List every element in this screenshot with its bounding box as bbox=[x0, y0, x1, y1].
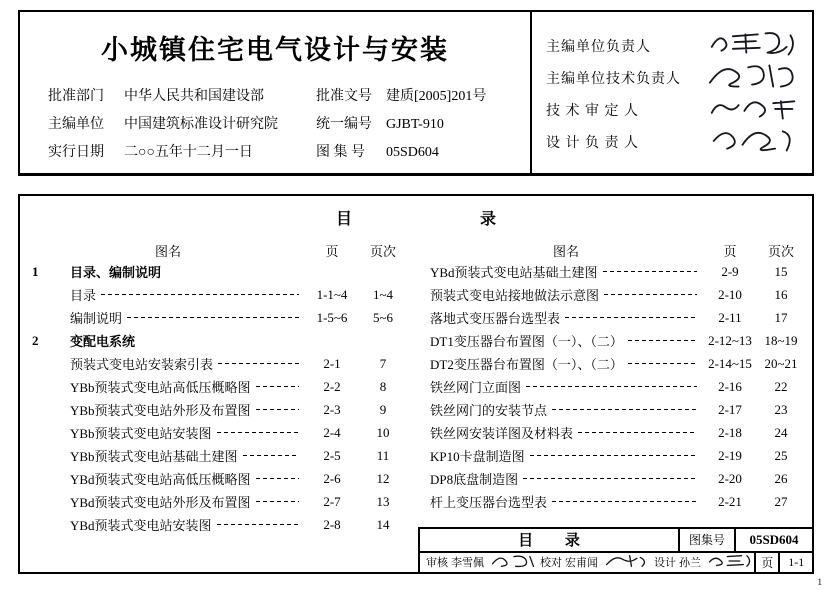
toc-item-page: 2-2 bbox=[323, 378, 341, 394]
dash-leader bbox=[243, 455, 299, 456]
dash-leader bbox=[217, 432, 299, 433]
tech-reviewer-signature-icon bbox=[706, 93, 802, 128]
toc-item-page: 2-20 bbox=[718, 470, 742, 486]
toc-item-name: 目录 bbox=[70, 288, 97, 303]
dash-leader bbox=[127, 317, 299, 318]
check-label: 校对 bbox=[540, 557, 562, 570]
toc-title bbox=[20, 206, 812, 229]
toc-item-page: 2-3 bbox=[323, 401, 341, 417]
dash-leader bbox=[526, 386, 697, 387]
toc-item-sheet: 25 bbox=[774, 447, 788, 463]
dash-leader bbox=[628, 340, 697, 341]
toc-title-char-2: 录 bbox=[480, 211, 497, 228]
dash-leader bbox=[256, 478, 299, 479]
toc-item-page: 2-12~13 bbox=[708, 332, 752, 348]
toc-item-name: DP8底盘制造图 bbox=[430, 472, 519, 487]
toc-item-page: 2-16 bbox=[718, 378, 742, 394]
check-signature-icon bbox=[603, 553, 651, 572]
header-left-panel bbox=[20, 12, 532, 173]
chief-editor-value: 中国建筑标准设计研究院 bbox=[124, 117, 278, 132]
dash-leader bbox=[256, 386, 299, 387]
review-signature-icon bbox=[489, 553, 537, 572]
document-meta bbox=[20, 83, 530, 167]
toc-item-sheet: 13 bbox=[376, 493, 390, 509]
toc-item-sheet: 5~6 bbox=[372, 309, 394, 325]
page-corner-number: 1 bbox=[817, 577, 822, 587]
toc-item bbox=[32, 375, 406, 398]
dash-leader bbox=[578, 432, 697, 433]
toc-item bbox=[430, 260, 804, 283]
toc-item-sheet: 15 bbox=[774, 263, 788, 279]
atlas-no-cell-value: 05SD604 bbox=[734, 529, 812, 551]
toc-item-sheet: 24 bbox=[774, 424, 788, 440]
tech-responsible-label: 主编单位技术负责人 bbox=[546, 72, 681, 87]
toc-item bbox=[430, 467, 804, 490]
dash-leader bbox=[530, 455, 697, 456]
atlas-no-cell-label: 图集号 bbox=[678, 529, 734, 551]
approval-dept-value: 中华人民共和国建设部 bbox=[124, 89, 264, 104]
toc-item-name: YBb预装式变电站安装图 bbox=[70, 426, 212, 441]
design-label: 设计 bbox=[654, 557, 676, 570]
toc-item-name: YBb预装式变电站外形及布置图 bbox=[70, 403, 251, 418]
toc-item-page: 2-18 bbox=[718, 424, 742, 440]
toc-item-page: 2-5 bbox=[323, 447, 341, 463]
signatory-row-reviewer bbox=[532, 94, 812, 126]
toc-item-page: 2-19 bbox=[718, 447, 742, 463]
dash-leader bbox=[256, 501, 299, 502]
section-number: 1 bbox=[32, 263, 39, 279]
dash-leader bbox=[552, 409, 697, 410]
toc-item bbox=[430, 283, 804, 306]
toc-section bbox=[32, 329, 406, 352]
toc-item bbox=[430, 398, 804, 421]
toc-item bbox=[32, 513, 406, 536]
dash-leader bbox=[628, 363, 697, 364]
toc-item-page: 2-6 bbox=[323, 470, 341, 486]
toc-item-sheet: 27 bbox=[774, 493, 788, 509]
page-cell-value: 1-1 bbox=[778, 553, 812, 572]
toc-item-page: 2-8 bbox=[323, 516, 341, 532]
check-name: 宏甫闻 bbox=[565, 557, 598, 570]
toc-item bbox=[32, 490, 406, 513]
toc-item-sheet: 12 bbox=[376, 470, 390, 486]
toc-item-name: KP10卡盘制造图 bbox=[430, 449, 525, 464]
dash-leader bbox=[603, 271, 697, 272]
toc-right-header bbox=[430, 240, 804, 260]
review-label: 审核 bbox=[426, 557, 448, 570]
sheet-title: 目 录 bbox=[518, 533, 594, 550]
toc-item-name: 铁丝网门立面图 bbox=[430, 380, 522, 395]
toc-item-sheet: 1~4 bbox=[372, 286, 394, 302]
toc-left-header bbox=[32, 240, 406, 260]
toc-item-name: YBd预装式变电站基础土建图 bbox=[430, 265, 598, 280]
toc-item bbox=[430, 490, 804, 513]
column-header-page: 页 bbox=[723, 243, 737, 259]
toc-item bbox=[430, 329, 804, 352]
toc-column-left bbox=[32, 240, 406, 536]
toc-item-sheet: 11 bbox=[376, 447, 390, 463]
toc-item-sheet: 23 bbox=[774, 401, 788, 417]
toc-item-name: 铁丝网安装详图及材料表 bbox=[430, 426, 574, 441]
atlas-no-value: 05SD604 bbox=[386, 145, 439, 160]
toc-item-page: 2-4 bbox=[323, 424, 341, 440]
meta-row-editor bbox=[20, 111, 530, 139]
drawing-title-bar bbox=[418, 527, 814, 574]
dash-leader bbox=[256, 409, 299, 410]
toc-item-sheet: 10 bbox=[376, 424, 390, 440]
implement-date-label: 实行日期 bbox=[48, 145, 104, 160]
toc-item-name: DT2变压器台布置图（一）、（二） bbox=[430, 357, 623, 372]
toc-item-page: 1-5~6 bbox=[316, 309, 348, 325]
toc-item bbox=[32, 306, 406, 329]
signature-panel bbox=[532, 12, 812, 173]
toc-item-page: 2-21 bbox=[718, 493, 742, 509]
column-header-page: 页 bbox=[325, 243, 339, 259]
toc-item-page: 2-14~15 bbox=[708, 355, 752, 371]
unified-no-label: 统一编号 bbox=[316, 117, 372, 132]
toc-item-name: YBd预装式变电站高低压概略图 bbox=[70, 472, 251, 487]
toc-item-name: 预装式变电站安装索引表 bbox=[70, 357, 214, 372]
signatory-row-designer bbox=[532, 126, 812, 158]
meta-row-date bbox=[20, 139, 530, 167]
toc-item-page: 2-9 bbox=[721, 263, 739, 279]
signatory-row-tech-chief bbox=[532, 62, 812, 94]
toc-item bbox=[32, 398, 406, 421]
section-title: 目录、编制说明 bbox=[70, 265, 162, 280]
toc-item-sheet: 16 bbox=[774, 286, 788, 302]
meta-row-approval bbox=[20, 83, 530, 111]
toc-item bbox=[32, 283, 406, 306]
toc-item-sheet: 20~21 bbox=[764, 355, 798, 371]
dash-leader bbox=[565, 317, 697, 318]
design-signature-icon bbox=[706, 553, 754, 572]
unified-no-value: GJBT-910 bbox=[386, 117, 444, 132]
toc-title-char-1: 目 bbox=[335, 211, 352, 228]
dash-leader bbox=[523, 478, 697, 479]
tech-reviewer-label: 技 术 审 定 人 bbox=[546, 104, 639, 119]
design-responsible-signature-icon bbox=[706, 125, 802, 160]
column-header-name: 图名 bbox=[154, 243, 181, 259]
toc-item-name: 编制说明 bbox=[70, 311, 123, 326]
dash-leader bbox=[101, 294, 299, 295]
document-header-block bbox=[18, 10, 814, 176]
toc-item-name: YBd预装式变电站安装图 bbox=[70, 518, 212, 533]
dash-leader bbox=[604, 294, 697, 295]
section-number: 2 bbox=[32, 332, 39, 348]
toc-item-name: YBb预装式变电站基础土建图 bbox=[70, 449, 238, 464]
chief-responsible-label: 主编单位负责人 bbox=[546, 40, 651, 55]
toc-item bbox=[430, 352, 804, 375]
toc-item-page: 2-1 bbox=[323, 355, 341, 371]
implement-date-value: 二○○五年十二月一日 bbox=[124, 145, 253, 160]
toc-item bbox=[430, 375, 804, 398]
title-bar-bottom-row bbox=[420, 551, 812, 572]
toc-item-page: 2-7 bbox=[323, 493, 341, 509]
toc-item-name: YBd预装式变电站外形及布置图 bbox=[70, 495, 251, 510]
dash-leader bbox=[552, 501, 697, 502]
toc-item-page: 1-1~4 bbox=[316, 286, 348, 302]
atlas-no-label: 图 集 号 bbox=[316, 145, 365, 160]
approval-dept-label: 批准部门 bbox=[48, 89, 104, 104]
toc-item-page: 2-10 bbox=[718, 286, 742, 302]
toc-item-sheet: 18~19 bbox=[764, 332, 798, 348]
toc-section bbox=[32, 260, 406, 283]
toc-item bbox=[32, 352, 406, 375]
review-name: 李雪佩 bbox=[451, 557, 484, 570]
column-header-sheet: 页次 bbox=[369, 243, 396, 259]
toc-item bbox=[430, 306, 804, 329]
dash-leader bbox=[217, 524, 299, 525]
signatory-row-chief bbox=[532, 30, 812, 62]
toc-item-sheet: 14 bbox=[376, 516, 390, 532]
toc-item-page: 2-11 bbox=[718, 309, 742, 325]
column-header-sheet: 页次 bbox=[767, 243, 794, 259]
toc-item-sheet: 17 bbox=[774, 309, 788, 325]
toc-item-name: 落地式变压器台选型表 bbox=[430, 311, 561, 326]
toc-item-name: YBb预装式变电站高低压概略图 bbox=[70, 380, 251, 395]
chief-editor-label: 主编单位 bbox=[48, 117, 104, 132]
toc-item-name: 杆上变压器台选型表 bbox=[430, 495, 548, 510]
toc-item-sheet: 22 bbox=[774, 378, 788, 394]
tech-responsible-signature-icon bbox=[706, 61, 802, 96]
toc-column-right bbox=[430, 240, 804, 513]
toc-block bbox=[18, 194, 814, 574]
column-header-name: 图名 bbox=[552, 243, 579, 259]
toc-item bbox=[430, 444, 804, 467]
section-title: 变配电系统 bbox=[70, 334, 136, 349]
document-title: 小城镇住宅电气设计与安装 bbox=[101, 35, 449, 65]
approval-no-value: 建质[2005]201号 bbox=[386, 89, 487, 104]
toc-item bbox=[32, 467, 406, 490]
toc-item bbox=[32, 421, 406, 444]
title-bar-top-row bbox=[420, 529, 812, 551]
toc-item-name: DT1变压器台布置图（一）、（二） bbox=[430, 334, 623, 349]
toc-item-name: 铁丝网门的安装节点 bbox=[430, 403, 548, 418]
toc-item-name: 预装式变电站接地做法示意图 bbox=[430, 288, 600, 303]
title-bar-people bbox=[420, 553, 754, 572]
page-cell-label: 页 bbox=[754, 553, 778, 572]
toc-item-sheet: 7 bbox=[379, 355, 387, 371]
toc-item-sheet: 26 bbox=[774, 470, 788, 486]
design-name: 孙兰 bbox=[679, 557, 701, 570]
toc-item-sheet: 9 bbox=[379, 401, 387, 417]
toc-item bbox=[32, 444, 406, 467]
toc-item-sheet: 8 bbox=[379, 378, 387, 394]
design-responsible-label: 设 计 负 责 人 bbox=[546, 136, 639, 151]
chief-responsible-signature-icon bbox=[706, 29, 802, 64]
toc-item bbox=[430, 421, 804, 444]
dash-leader bbox=[218, 363, 299, 364]
approval-no-label: 批准文号 bbox=[316, 89, 372, 104]
toc-item-page: 2-17 bbox=[718, 401, 742, 417]
